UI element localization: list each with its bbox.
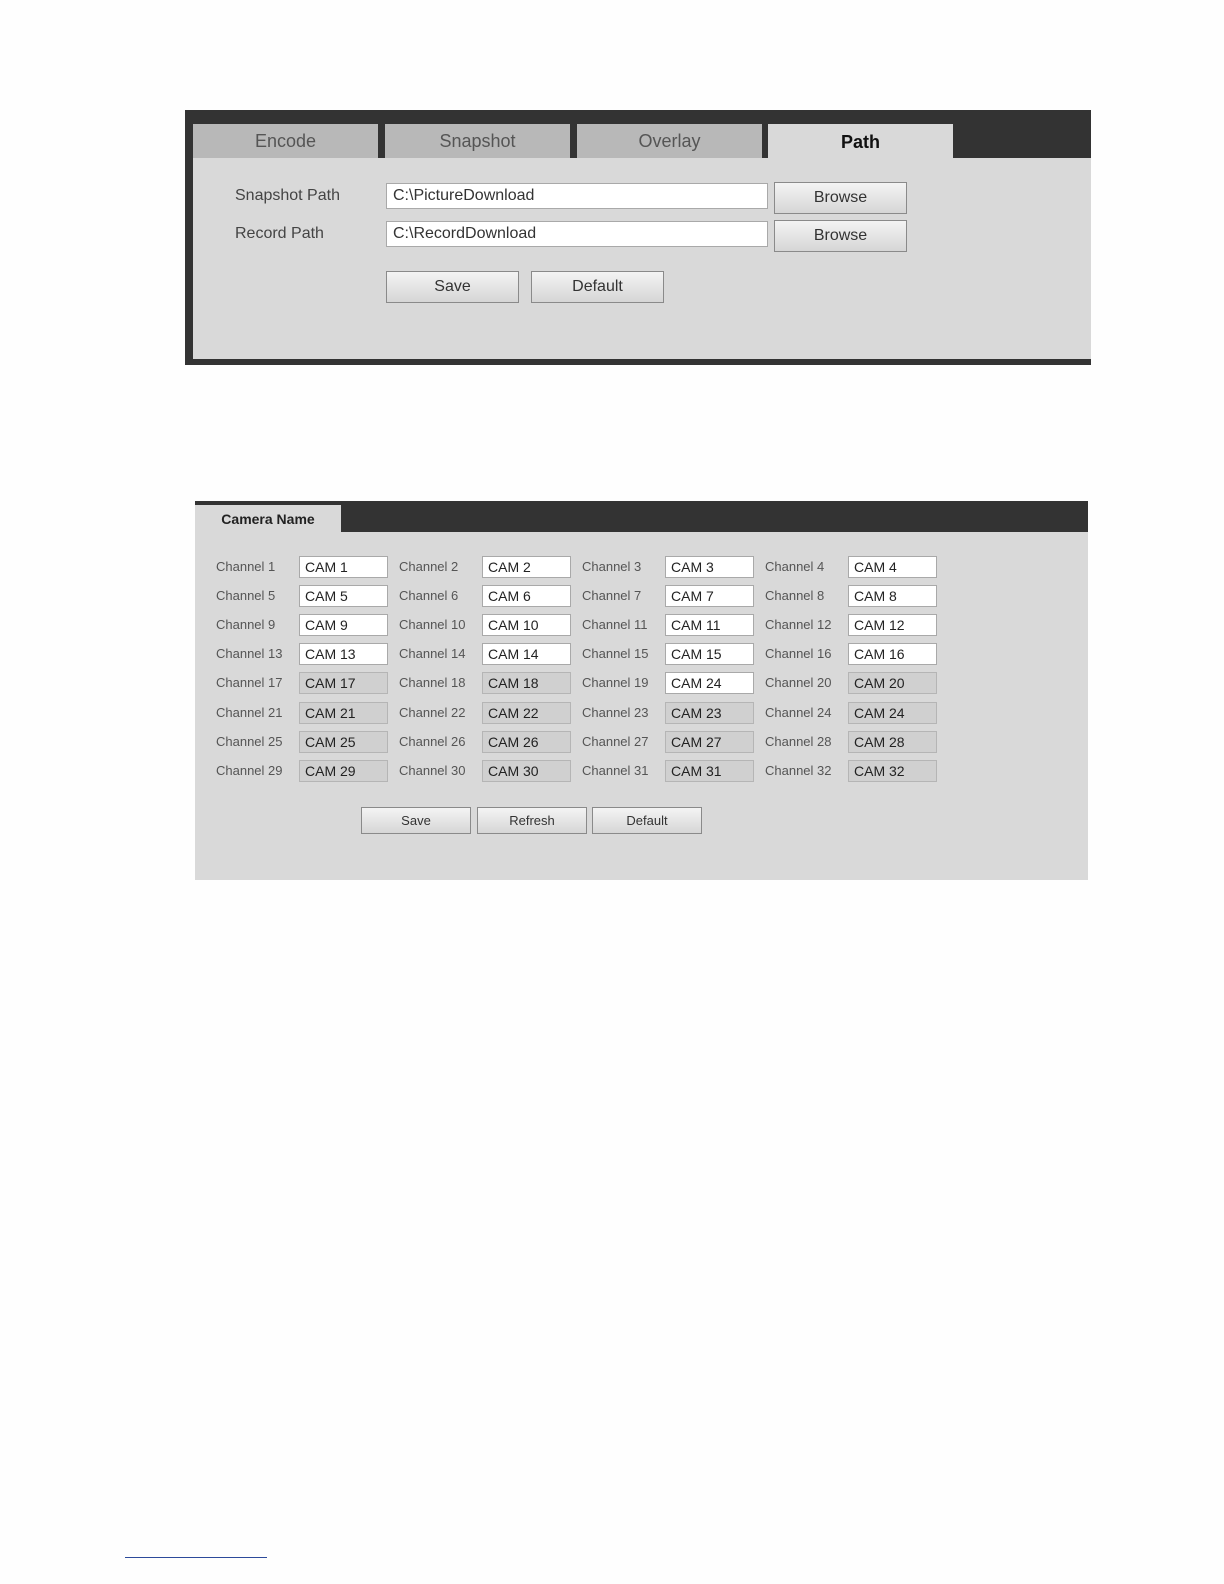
channel-label: Channel 5 [216, 588, 276, 603]
path-default-button[interactable]: Default [531, 271, 664, 303]
channel-label: Channel 12 [765, 617, 832, 632]
camera-default-button[interactable]: Default [592, 807, 702, 834]
channel-label: Channel 14 [399, 646, 466, 661]
channel-label: Channel 15 [582, 646, 649, 661]
channel-name-input[interactable]: CAM 4 [848, 556, 937, 578]
record-path-input[interactable]: C:\RecordDownload [386, 221, 768, 247]
channel-label: Channel 3 [582, 559, 642, 574]
channel-name-input[interactable]: CAM 15 [665, 643, 754, 665]
channel-label: Channel 29 [216, 763, 283, 778]
channel-name-input: CAM 28 [848, 731, 937, 753]
channel-label: Channel 21 [216, 705, 283, 720]
channel-label: Channel 28 [765, 734, 832, 749]
channel-name-input: CAM 20 [848, 672, 937, 694]
channel-label: Channel 2 [399, 559, 459, 574]
channel-name-input[interactable]: CAM 16 [848, 643, 937, 665]
camera-refresh-button[interactable]: Refresh [477, 807, 587, 834]
channel-label: Channel 30 [399, 763, 466, 778]
channel-name-input: CAM 25 [299, 731, 388, 753]
channel-label: Channel 6 [399, 588, 459, 603]
channel-label: Channel 26 [399, 734, 466, 749]
channel-name-input: CAM 29 [299, 760, 388, 782]
snapshot-browse-button[interactable]: Browse [774, 182, 907, 214]
channel-label: Channel 19 [582, 675, 649, 690]
channel-label: Channel 16 [765, 646, 832, 661]
channel-label: Channel 31 [582, 763, 649, 778]
tab-snapshot[interactable]: Snapshot [385, 124, 570, 158]
channel-label: Channel 8 [765, 588, 825, 603]
camera-name-header [195, 501, 1088, 532]
channel-label: Channel 17 [216, 675, 283, 690]
channel-name-input[interactable]: CAM 2 [482, 556, 571, 578]
camera-name-panel [195, 501, 1088, 880]
channel-name-input[interactable]: CAM 9 [299, 614, 388, 636]
path-save-button[interactable]: Save [386, 271, 519, 303]
channel-label: Channel 23 [582, 705, 649, 720]
record-path-label: Record Path [235, 225, 324, 242]
channel-name-input: CAM 32 [848, 760, 937, 782]
channel-label: Channel 25 [216, 734, 283, 749]
tab-encode[interactable]: Encode [193, 124, 378, 158]
channel-name-input[interactable]: CAM 12 [848, 614, 937, 636]
channel-name-input[interactable]: CAM 5 [299, 585, 388, 607]
channel-name-input: CAM 27 [665, 731, 754, 753]
channel-label: Channel 18 [399, 675, 466, 690]
record-browse-button[interactable]: Browse [774, 220, 907, 252]
channel-name-input: CAM 23 [665, 702, 754, 724]
channel-label: Channel 7 [582, 588, 642, 603]
channel-name-input[interactable]: CAM 24 [665, 672, 754, 694]
channel-name-input: CAM 17 [299, 672, 388, 694]
path-settings-body [193, 158, 1091, 359]
channel-label: Channel 4 [765, 559, 825, 574]
channel-name-input[interactable]: CAM 7 [665, 585, 754, 607]
snapshot-path-label: Snapshot Path [235, 187, 340, 204]
channel-name-input[interactable]: CAM 8 [848, 585, 937, 607]
camera-save-button[interactable]: Save [361, 807, 471, 834]
channel-label: Channel 11 [582, 617, 648, 632]
channel-label: Channel 13 [216, 646, 283, 661]
channel-label: Channel 32 [765, 763, 832, 778]
footer-rule [125, 1557, 267, 1558]
tab-path[interactable]: Path [768, 124, 953, 160]
tab-camera-name[interactable]: Camera Name [195, 505, 341, 532]
channel-name-input: CAM 21 [299, 702, 388, 724]
channel-name-input[interactable]: CAM 3 [665, 556, 754, 578]
channel-name-input[interactable]: CAM 11 [665, 614, 754, 636]
channel-label: Channel 24 [765, 705, 832, 720]
path-settings-panel [185, 110, 1091, 365]
channel-name-input: CAM 31 [665, 760, 754, 782]
channel-label: Channel 9 [216, 617, 276, 632]
channel-name-input[interactable]: CAM 13 [299, 643, 388, 665]
channel-label: Channel 22 [399, 705, 466, 720]
channel-label: Channel 27 [582, 734, 649, 749]
channel-name-input: CAM 26 [482, 731, 571, 753]
channel-name-input: CAM 24 [848, 702, 937, 724]
channel-name-input[interactable]: CAM 10 [482, 614, 571, 636]
tab-overlay[interactable]: Overlay [577, 124, 762, 158]
channel-name-input: CAM 18 [482, 672, 571, 694]
channel-name-input[interactable]: CAM 14 [482, 643, 571, 665]
channel-name-input[interactable]: CAM 1 [299, 556, 388, 578]
channel-label: Channel 20 [765, 675, 832, 690]
channel-name-input: CAM 22 [482, 702, 571, 724]
channel-name-input[interactable]: CAM 6 [482, 585, 571, 607]
channel-label: Channel 1 [216, 559, 276, 574]
snapshot-path-input[interactable]: C:\PictureDownload [386, 183, 768, 209]
channel-name-input: CAM 30 [482, 760, 571, 782]
channel-label: Channel 10 [399, 617, 466, 632]
